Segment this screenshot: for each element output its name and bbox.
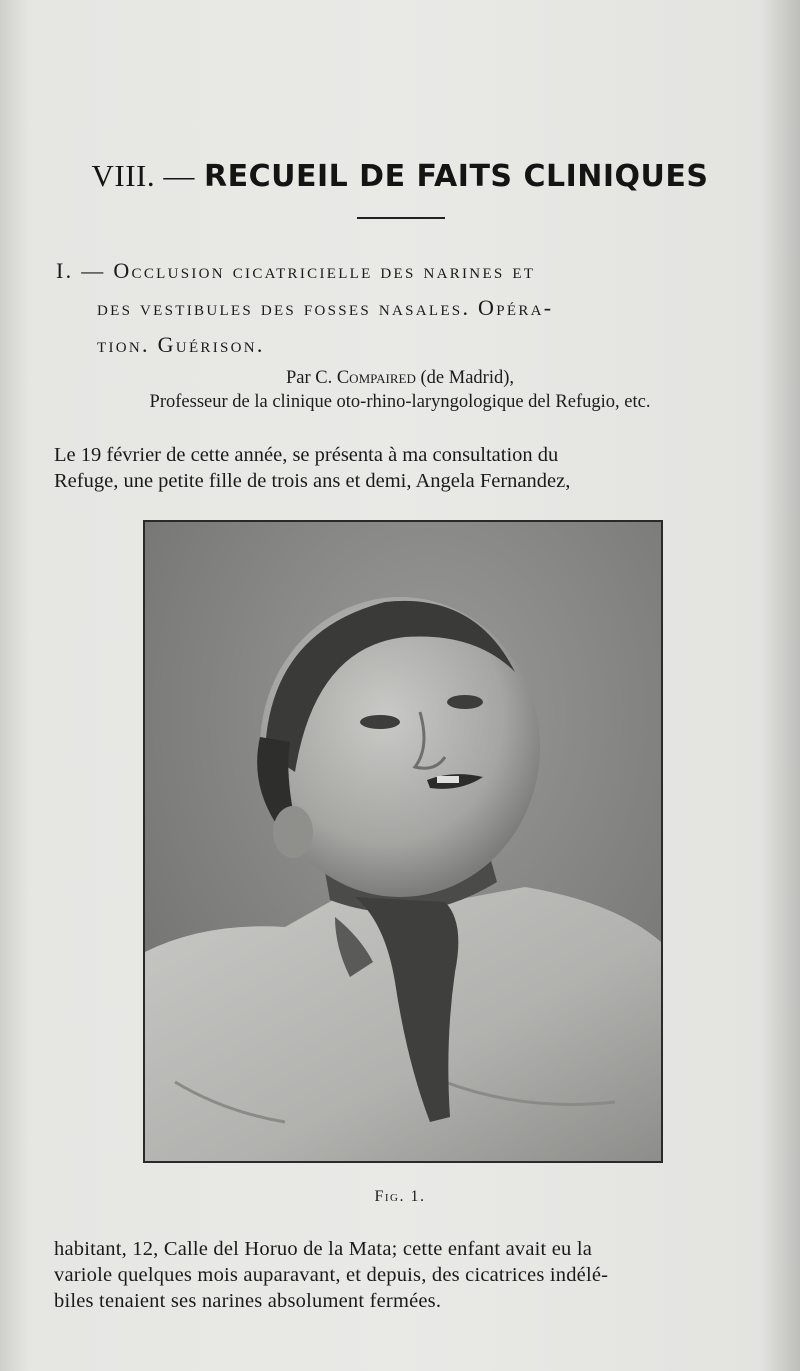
author-name: Compaired [336, 368, 416, 388]
heading-rule [357, 217, 445, 219]
byline [0, 366, 800, 414]
text-line: biles tenaient ses narines absolument fermées. [54, 1290, 442, 1312]
text-line: variole quelques mois auparavant, et depuis, des cicatrices indélé- [54, 1264, 609, 1286]
text-line: Le 19 février de cette année, se présenta à ma consultation du [54, 444, 559, 466]
text-line: habitant, 12, Calle del Horuo de la Mata; cette enfant avait eu la [54, 1238, 593, 1260]
article-title [56, 252, 756, 363]
figure-caption: Fig. 1. [374, 1188, 426, 1205]
byline-by: Par C. [285, 368, 333, 388]
author-line [0, 366, 800, 390]
photograph-illustration [145, 522, 661, 1161]
article-title-line: des vestibules des fosses nasales. Opéra- [97, 295, 554, 320]
paragraph-1 [54, 442, 754, 494]
text-line: Refuge, une petite fille de trois ans et demi, Angela Fernandez, [54, 470, 571, 492]
section-heading [0, 158, 800, 194]
figure-photograph [143, 520, 663, 1163]
author-role: Professeur de la clinique oto-rhino-laryngologique del Refugio, etc. [149, 392, 651, 412]
paragraph-2 [54, 1236, 754, 1314]
article-title-line: tion. Guérison. [97, 332, 265, 357]
section-title: RECUEIL DE FAITS CLINIQUES [203, 159, 709, 194]
author-city: (de Madrid), [420, 368, 515, 388]
section-number: VIII. — [91, 158, 195, 193]
article-title-line: I. — Occlusion cicatricielle des narines et [56, 258, 536, 283]
